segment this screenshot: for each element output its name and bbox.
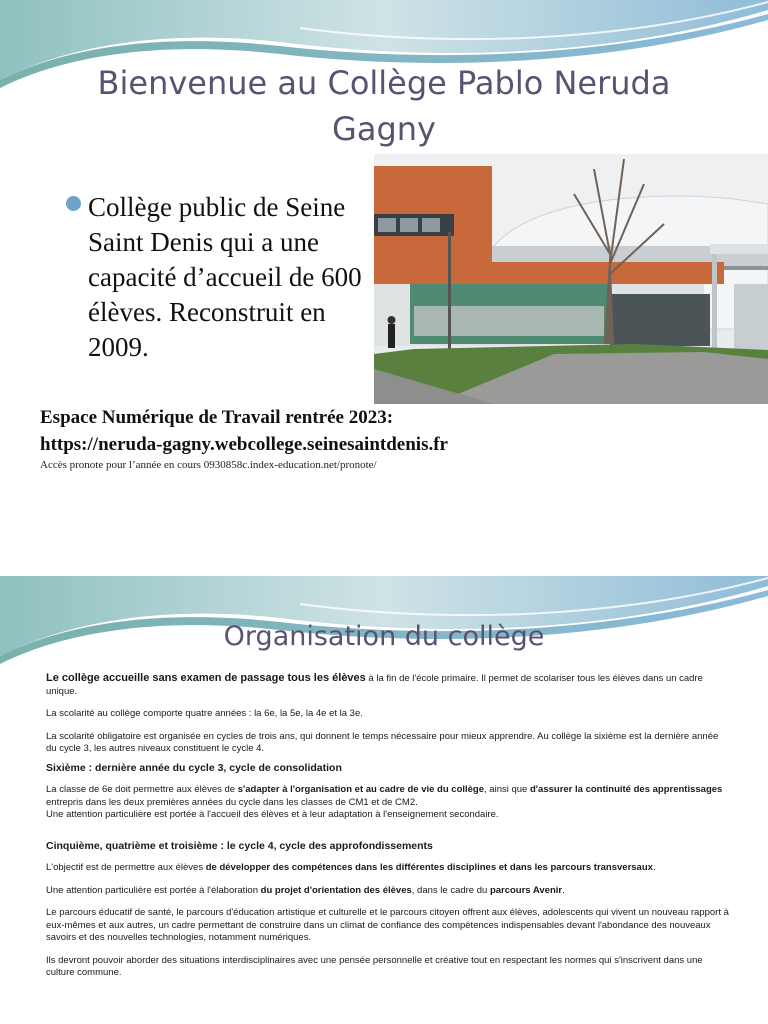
text-run: , dans le cadre du bbox=[411, 884, 490, 896]
building-photo bbox=[374, 154, 768, 404]
text-run-bold: parcours Avenir bbox=[489, 884, 563, 896]
organisation-body bbox=[46, 672, 730, 980]
paragraph-cycles: La scolarité obligatoire est organisée en cycles de trois ans, qui donnent le temps nécessaire pour mieux apprendre. Au collège la sixième est la dernière année du cycle 3, les autres niveaux constituent le cycle 4. bbox=[46, 730, 719, 754]
slide-organisation bbox=[0, 576, 768, 1024]
paragraph-years: La scolarité au collège comporte quatre années : la 6e, la 5e, la 4e et la 3e. bbox=[46, 708, 363, 719]
text-run-bold: d'assurer la continuité des apprentissages bbox=[529, 784, 723, 795]
paragraph-situations: Ils devront pouvoir aborder des situations interdisciplinaires avec une pensée personnelle et créative tout en respectant les normes qui s'inscrivent dans une culture commune. bbox=[46, 954, 703, 978]
paragraph-accueil: Une attention particulière est portée à l'accueil des élèves et à leur adaptation à l'enseignement secondaire. bbox=[46, 809, 499, 820]
section-title: Organisation du collège bbox=[223, 621, 545, 652]
pronote-line: Accès pronote pour l’année en cours 0930858c.index-education.net/pronote/ bbox=[40, 459, 377, 471]
text-run-bold: s'adapter à l'organisation et au cadre de vie du collège bbox=[237, 784, 485, 795]
intro-paragraph bbox=[46, 672, 730, 698]
bullet-text: Collège public de Seine Saint Denis qui a une capacité d’accueil de 600 élèves. Reconstruit en 2009. bbox=[88, 192, 362, 362]
page-title bbox=[0, 60, 768, 152]
text-run: La classe de 6e doit permettre aux élèves de bbox=[46, 784, 238, 795]
text-run: . bbox=[652, 862, 656, 873]
paragraph-sixieme bbox=[46, 784, 730, 809]
heading-sixieme: Sixième : dernière année du cycle 3, cycle de consolidation bbox=[46, 761, 342, 774]
text-run: . bbox=[562, 884, 565, 896]
bullet-dot-icon bbox=[66, 196, 81, 211]
text-run: entrepris dans les deux premières années du cycle dans les classes de CM1 et de CM2. bbox=[46, 796, 418, 808]
paragraph-objectif bbox=[46, 862, 730, 875]
ent-heading: Espace Numérique de Travail rentrée 2023: bbox=[40, 407, 394, 428]
title-line-1: Bienvenue au Collège Pablo Neruda bbox=[97, 64, 671, 102]
text-run: L'objectif est de permettre aux élèves bbox=[46, 862, 206, 873]
paragraph-parcours: Le parcours éducatif de santé, le parcours d'éducation artistique et culturelle et le parcours citoyen offrent aux élèves, adolescents qui vivent un nouveau rapport à eux-mêmes et aux autres, un cadre permettant de construire dans un climat de confiance des compétences indispensables devant l'abondance des nouveaux savoirs et des nouvelles technologies, notamment numériques. bbox=[46, 907, 729, 943]
title-line-2: Gagny bbox=[332, 110, 436, 148]
slide-separator bbox=[0, 560, 768, 576]
paragraph-orientation bbox=[46, 885, 730, 898]
intro-rest: à la fin de l'école primaire. Il permet de scolariser tous les élèves dans un cadre unique. bbox=[46, 673, 703, 697]
text-run-bold: de développer des compétences dans les différentes disciplines et dans les parcours transversaux bbox=[205, 862, 653, 873]
text-run: , ainsi que bbox=[484, 784, 530, 795]
intro-bold: Le collège accueille sans examen de passage tous les élèves bbox=[46, 672, 366, 684]
ent-url-link[interactable]: https://neruda-gagny.webcollege.seinesaintdenis.fr bbox=[40, 434, 448, 455]
text-run-bold: du projet d'orientation des élèves bbox=[260, 884, 412, 896]
heading-cycle4: Cinquième, quatrième et troisième : le cycle 4, cycle des approfondissements bbox=[46, 839, 433, 852]
text-run: Une attention particulière est portée à l'élaboration bbox=[46, 884, 261, 896]
